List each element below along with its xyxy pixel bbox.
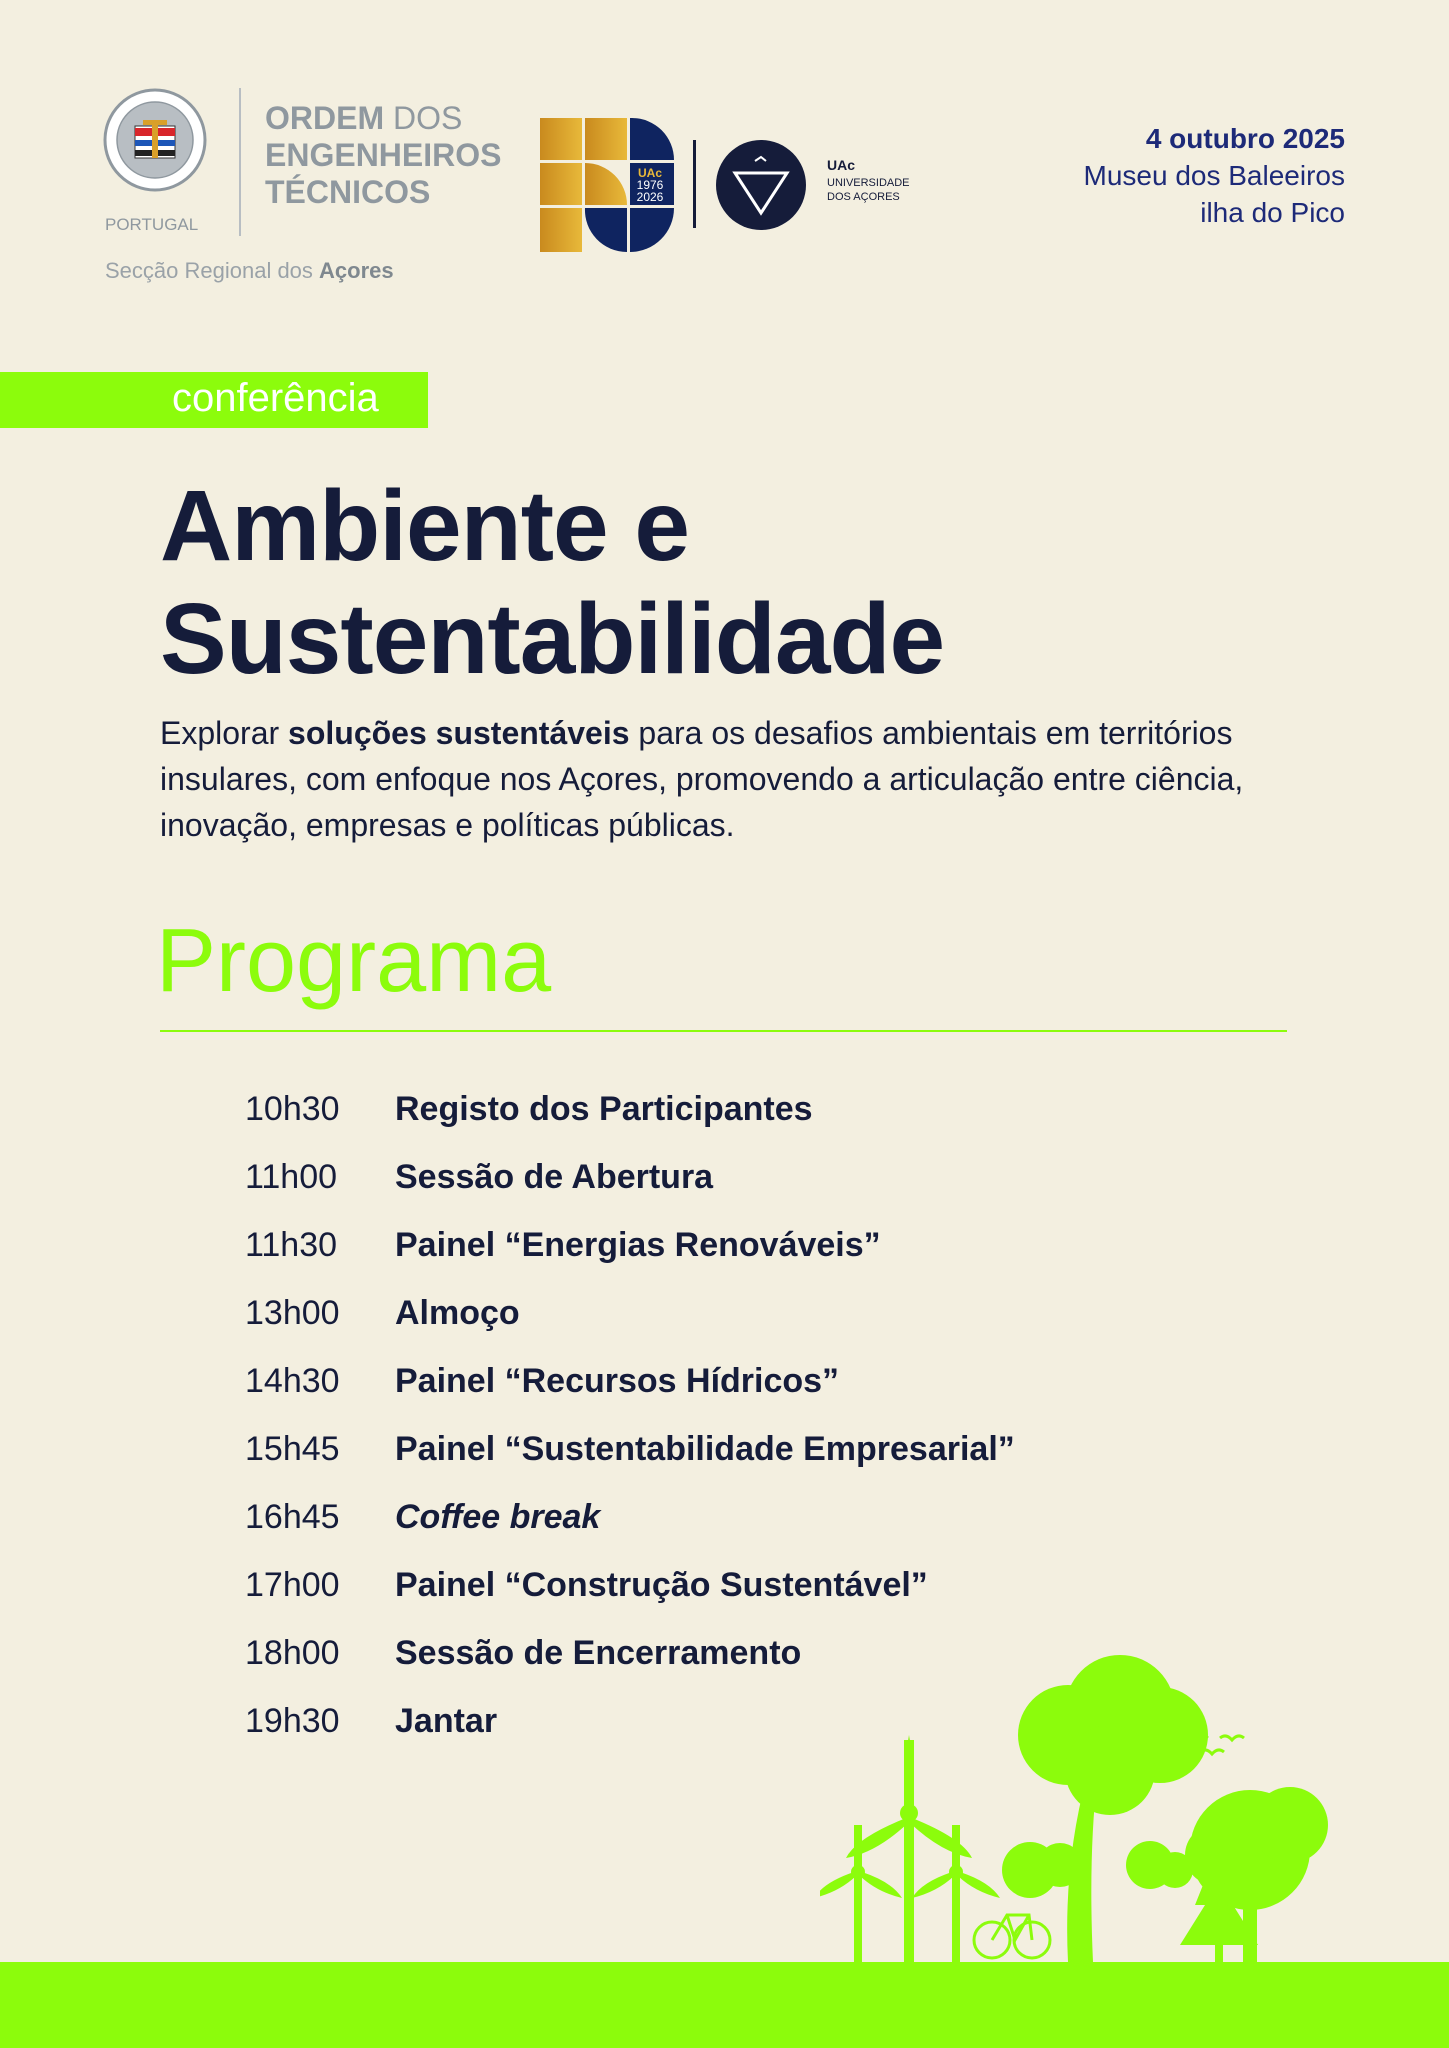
programa-heading: Programa [156,911,552,1011]
uac-divider [693,140,696,228]
oet-divider [239,88,241,236]
schedule-item: 11h00 Sessão de Abertura [245,1157,714,1196]
uac-50-badge: UAc 1976 2026 [636,166,664,204]
uac-name: UAc UNIVERSIDADE DOS AÇORES [827,157,910,203]
event-info [1084,120,1345,231]
conference-tag: conferência [0,372,428,428]
event-date: 4 outubro 2025 [1145,123,1345,154]
oet-seal-logo [103,88,207,208]
schedule-item: 16h45 Coffee break [245,1497,601,1536]
intro-text: Explorar soluções sustentáveis para os desafios ambientais em territórios insulares, com enfoque nos Açores, promovendo a articulação entre ciência, inovação, empresas e políticas públicas. [160,715,1244,843]
oet-country: PORTUGAL [105,215,199,234]
event-venue: Museu dos Baleeiros [1083,160,1345,191]
uac-emblem-logo [715,139,807,231]
tree-icon [1002,1655,1208,1962]
bicycle-icon [974,1915,1050,1958]
wind-turbine-icon [912,1825,1000,1962]
footer-bar [0,1962,1449,2048]
schedule-item: 18h00 Sessão de Encerramento [245,1633,802,1672]
divider [160,1030,1287,1032]
schedule-item: 11h30 Painel “Energias Renováveis” [245,1225,881,1264]
schedule-item: 19h30 Jantar [245,1701,498,1740]
landscape-illustration [820,1640,1449,1970]
event-place: ilha do Pico [1200,197,1345,228]
schedule-item: 13h00 Almoço [245,1293,520,1332]
schedule-item: 10h30 Registo dos Participantes [245,1089,813,1128]
page-title: Ambiente e Sustentabilidade [160,470,945,695]
wind-turbine-icon [820,1825,902,1962]
oet-name: ORDEM DOS ENGENHEIROS TÉCNICOS [265,100,502,210]
schedule-item: 15h45 Painel “Sustentabilidade Empresarial” [245,1429,1015,1468]
oet-regional-section: Secção Regional dos Açores [105,258,394,283]
schedule-item: 17h00 Painel “Construção Sustentável” [245,1565,928,1604]
schedule-item: 14h30 Painel “Recursos Hídricos” [245,1361,840,1400]
